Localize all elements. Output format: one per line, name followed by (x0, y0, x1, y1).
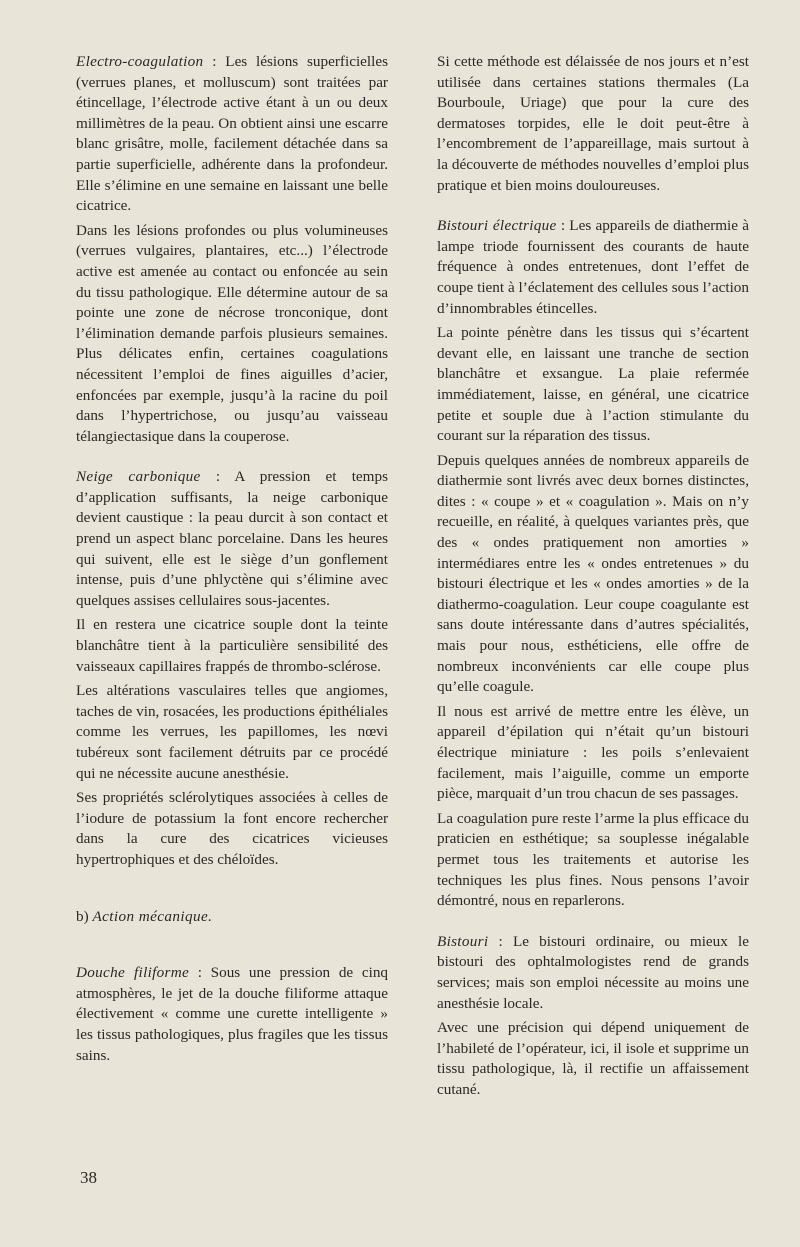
paragraph-text: : Les appareils de diathermie à lampe triode fournissent des courants de haute fréquence à ondes entretenues, dont l’effet de coupe tient à l’éclatement des cellules sous l’action d’innombrables étincelles. (437, 217, 749, 317)
heading-label: Action mécanique. (92, 907, 213, 925)
heading-prefix: b) (76, 907, 93, 925)
paragraph-text: : Sous une pression de cinq atmosphères, le jet de la douche filiforme attaque électivement « comme une curette intelligente » les tissus pathologiques, plus fragiles que les tissus sains. (76, 964, 389, 1064)
paragraph-coagulation-pure: La coagulation pure reste l’arme la plus efficace du praticien en esthétique; sa souplesse inégalable permet tous les traitements et autorise les techniques les plus fines. Nous pensons l’avoir démontré, nous en reparlerons. (437, 809, 749, 910)
paragraph-precision: Avec une précision qui dépend uniquement de l’habileté de l’opérateur, ici, il isole et supprime un tissu pathologique, là, il rectifie un affaissement cutané. (437, 1019, 749, 1098)
paragraph-alterations-vasculaires: Les altérations vasculaires telles que angiomes, taches de vin, rosacées, les productions épithéliales comme les verrues, les papillomes, les nœvi tubéreux sont facilement détruits par ce procédé qui ne nécessite aucune anesthésie. (76, 682, 388, 782)
paragraph-pointe-penetre: La pointe pénètre dans les tissus qui s’écartent devant elle, en laissant une tranche de section blanchâtre et exsangue. La plaie refermée immédiatement, laisse, en général, une cicatrice petite et souple due à l’action stimulante du courant sur la réparation des tissus. (437, 324, 749, 445)
paragraph-appareil-epilation: Il nous est arrivé de mettre entre les élève, un appareil d’épilation qui n’était qu’un bistouri électrique miniature : les poils s’enlevaient facilement, mais l’aiguille, comme un emporte pièce, marquait d’un trou chacun de ses passages. (437, 702, 749, 803)
section-heading-action-mecanique (76, 907, 388, 928)
paragraph-douche-filiforme (76, 963, 388, 1066)
paragraph-lesions-profondes: Dans les lésions profondes ou plus volumineuses (verrues vulgaires, plantaires, etc...) l’électrode active est amenée au contact ou enfoncée au sein du tissu pathologique. Elle détermine autour de sa pointe une zone de nécrose tronconique, dont l’élimination demande parfois plusieurs semaines. Plus délicates enfin, certaines coagulations nécessitent l’emploi de fines aiguilles d’acier, enfoncées par exemple, jusqu’à la racine du poil dans l’hypertrichose, ou jusqu’au vaisseau télangiectasique dans la couperose. (76, 221, 388, 445)
paragraph-depuis-quelques-annees: Depuis quelques années de nombreux appareils de diathermie sont livrés avec deux bornes distinctes, dites : « coupe » et « coagulation ». Mais on n’y recueille, en réalité, à quelques variantes près, que des « ondes pratiquement non amorties » intermédiares entre les « ondes entretenues » du bistouri électrique et les « ondes amorties » de la diathermo-coagulation. Leur coupe coagulante est sans doute intéressante dans d’autres spécialités, mais pour nous, esthéticiens, elle offre de nombreux inconvénients car elle coupe plus qu’elle coagule. (437, 451, 749, 696)
paragraph-cicatrice: Il en restera une cicatrice souple dont la teinte blanchâtre tient à la particulière sensibilité des vaisseaux capillaires frappés de thrombo-sclérose. (76, 616, 388, 675)
section-lead-electro-coagulation: Electro-coagulation (76, 53, 204, 70)
paragraph-bistouri-electrique (437, 216, 749, 319)
paragraph-methode-delaissee: Si cette méthode est délaissée de nos jours et n’est utilisée dans certaines stations thermales (La Bourboule, Uriage) que pour la cure des dermatoses torpides, elle le doit peut-être à l’encombrement de l’appareillage, mais surtout à la découverte de méthodes nouvelles d’emploi plus pratique et bien moins douloureuses. (437, 53, 749, 194)
section-lead-bistouri-electrique: Bistouri électrique (437, 217, 557, 235)
section-lead-neige-carbonique: Neige carbonique (76, 468, 201, 486)
paragraph-electro-coagulation (76, 52, 388, 217)
paragraph-bistouri (437, 932, 749, 1014)
left-column (76, 52, 388, 1070)
paragraph-proprietes-sclerolytiques: Ses propriétés sclérolytiques associées à celles de l’iodure de potassium la font encore rechercher dans la cure des cicatrices vicieuses hypertrophiques et des chéloïdes. (76, 789, 388, 868)
page-number: 38 (80, 1168, 97, 1187)
paragraph-text: : Le bistouri ordinaire, ou mieux le bistouri des ophtalmologistes rend de grands services; mais son emploi nécessite au moins une anesthésie locale. (437, 932, 749, 1012)
right-column (437, 52, 749, 1105)
paragraph-text: : Les lésions superficielles (verrues planes, et molluscum) sont traitées par étincellage, l’électrode active étant à un ou deux millimètres de la peau. On obtient ainsi une escarre blanc grisâtre, molle, facilement détachée dans sa partie superficielle, adhérente dans la profondeur. Elle s’élimine en une semaine en laissant une belle cicatrice. (76, 53, 388, 215)
section-lead-bistouri: Bistouri (437, 932, 489, 950)
section-lead-douche-filiforme: Douche filiforme (76, 964, 190, 982)
paragraph-neige-carbonique (76, 467, 388, 611)
paragraph-text: : A pression et temps d’application suffisants, la neige carbonique devient caustique : la peau durcit à son contact et prend un aspect blanc porcelaine. Dans les heures qui suivent, elle est le siège d’un gonflement intense, puis d’une phlyctène qui s’élimine avec quelques assises cellulaires sous-jacentes. (76, 468, 388, 609)
